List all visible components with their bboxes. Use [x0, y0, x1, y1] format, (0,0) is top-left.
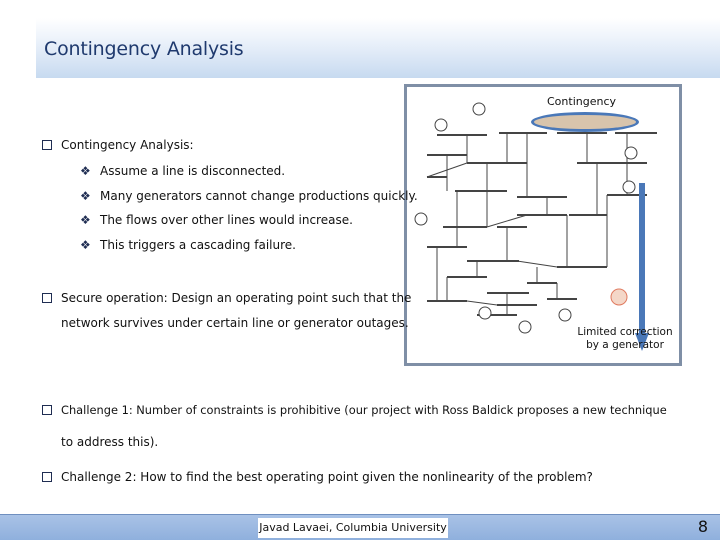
- bullet-text: Secure operation: Design an operating point such that the: [61, 291, 412, 305]
- bullet-secure-operation: [42, 291, 411, 305]
- subitem-text: Many generators cannot change productions quickly.: [100, 189, 418, 203]
- bullet-text: Challenge 2: How to find the best operating point given the nonlinearity of the problem?: [61, 470, 593, 484]
- subitem-text: Assume a line is disconnected.: [100, 164, 286, 178]
- page-number: 8: [697, 517, 708, 536]
- bullet-text: network survives under certain line or generator outages.: [61, 316, 409, 330]
- square-bullet-icon: [42, 405, 52, 415]
- diamond-bullet-icon: ❖: [80, 164, 91, 178]
- bullet-text: to address this).: [61, 435, 159, 449]
- square-bullet-icon: [42, 293, 52, 303]
- subitem: [80, 213, 353, 227]
- square-bullet-icon: [42, 472, 52, 482]
- diamond-bullet-icon: ❖: [80, 238, 91, 252]
- power-grid-figure: [404, 84, 682, 366]
- title-bar: [36, 18, 720, 78]
- diamond-bullet-icon: ❖: [80, 189, 91, 203]
- bullet-continuation: [61, 435, 158, 449]
- footer-author: Javad Lavaei, Columbia University: [258, 518, 448, 538]
- subitem-text: The flows over other lines would increase.: [100, 213, 353, 227]
- page-title: Contingency Analysis: [44, 38, 244, 60]
- generator-correction-label: Limited correction by a generator: [577, 326, 673, 351]
- subitem: [80, 238, 296, 252]
- contingency-highlight: [531, 112, 639, 132]
- bullet-text: Challenge 1: Number of constraints is prohibitive (our project with Ross Baldick proposes a new technique: [61, 403, 667, 417]
- bullet-challenge-2: [42, 470, 593, 484]
- bullet-challenge-1: [42, 403, 667, 417]
- bullet-text: Contingency Analysis:: [61, 138, 194, 152]
- bullet-continuation: [61, 316, 409, 330]
- subitem-text: This triggers a cascading failure.: [100, 238, 296, 252]
- bullet-contingency-analysis: [42, 138, 194, 152]
- subitem: [80, 164, 285, 178]
- subitem: [80, 189, 418, 203]
- contingency-label: Contingency: [547, 95, 617, 108]
- diamond-bullet-icon: ❖: [80, 213, 91, 227]
- square-bullet-icon: [42, 140, 52, 150]
- footer-bar: [0, 514, 720, 540]
